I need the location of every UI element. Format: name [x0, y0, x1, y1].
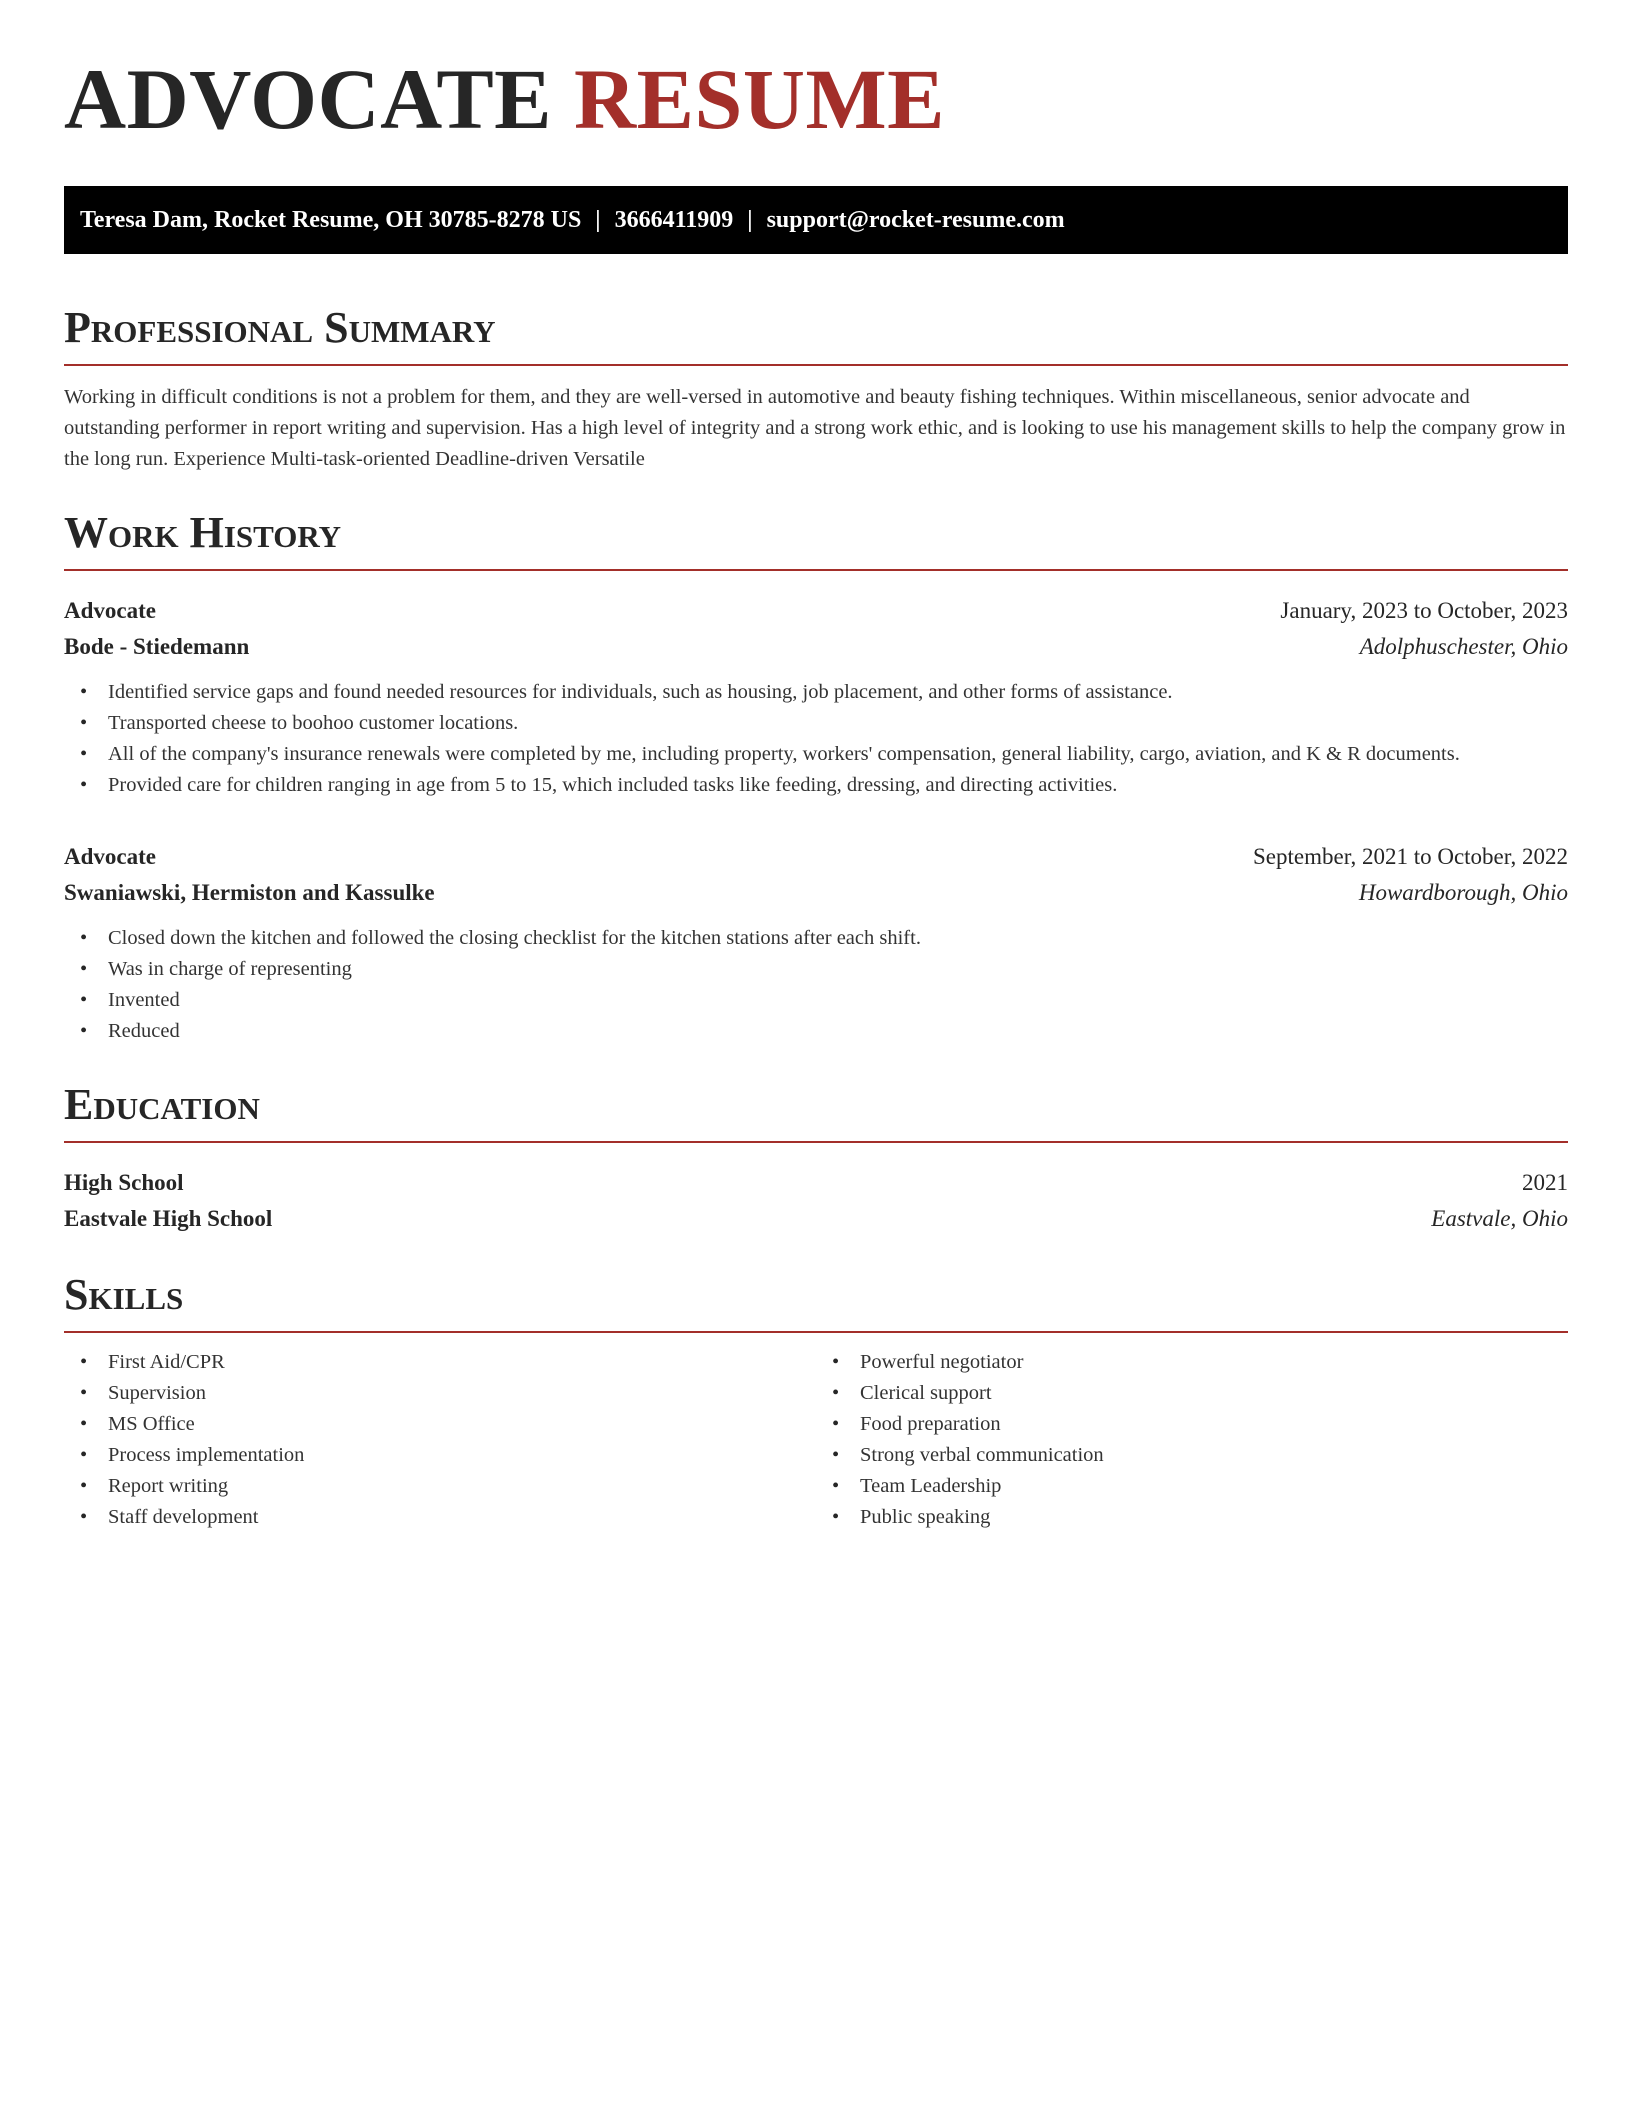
job-bullet-list	[64, 677, 1568, 801]
skill-item: • Process implementation	[80, 1440, 816, 1471]
education-year: 2021	[1522, 1170, 1568, 1195]
job-title: Advocate	[64, 844, 156, 869]
job-bullet: • Closed down the kitchen and followed the closing checklist for the kitchen stations after each shift.	[80, 923, 1568, 954]
job-title-row	[64, 593, 1568, 629]
summary-text: Working in difficult conditions is not a problem for them, and they are well-versed in automotive and beauty fishing techniques. Within miscellaneous, senior advocate and outstanding performer in report writing and supervision. Has a high level of integrity and a strong work ethic, and is looking to use his management skills to help the company grow in the long run. Experience Multi-task-oriented Deadline-driven Versatile	[64, 386, 1566, 470]
job-bullet: • Reduced	[80, 1016, 1568, 1047]
skill-item: • Public speaking	[832, 1502, 1568, 1533]
contact-bar	[64, 186, 1568, 254]
education-degree-row	[64, 1165, 1568, 1201]
job-entry	[64, 593, 1568, 801]
job-company: Bode - Stiedemann	[64, 634, 250, 659]
skill-item: • Supervision	[80, 1378, 816, 1409]
skill-item: • Clerical support	[832, 1378, 1568, 1409]
job-bullet: • Provided care for children ranging in age from 5 to 15, which included tasks like feeding, dressing, and directing activities.	[80, 770, 1568, 801]
education-entry	[64, 1165, 1568, 1237]
job-title: Advocate	[64, 598, 156, 623]
skill-item: • MS Office	[80, 1409, 816, 1440]
skill-item: • Team Leadership	[832, 1471, 1568, 1502]
skills-list-left	[64, 1347, 816, 1533]
job-bullet: • Was in charge of representing	[80, 954, 1568, 985]
title-first-word: ADVOCATE	[64, 51, 553, 147]
skill-item: • Strong verbal communication	[832, 1440, 1568, 1471]
job-bullet: • Transported cheese to boohoo customer locations.	[80, 708, 1568, 739]
job-bullet: • All of the company's insurance renewals were completed by me, including property, workers' compensation, general liability, cargo, aviation, and K & R documents.	[80, 739, 1568, 770]
job-company: Swaniawski, Hermiston and Kassulke	[64, 880, 435, 905]
contact-separator: |	[747, 206, 753, 233]
job-title-row	[64, 839, 1568, 875]
job-bullet: • Invented	[80, 985, 1568, 1016]
section-heading-education: Education	[64, 1083, 1568, 1143]
job-bullet-list	[64, 923, 1568, 1047]
contact-phone: 3666411909	[614, 206, 734, 233]
skill-item: • Report writing	[80, 1471, 816, 1502]
skills-list-right	[816, 1347, 1568, 1533]
job-location: Adolphuschester, Ohio	[1359, 634, 1568, 659]
contact-address: Teresa Dam, Rocket Resume, OH 30785-8278 US	[80, 206, 582, 233]
education-school: Eastvale High School	[64, 1206, 273, 1231]
section-heading-summary: Professional Summary	[64, 306, 1568, 366]
skill-item: • Powerful negotiator	[832, 1347, 1568, 1378]
skill-item: • Food preparation	[832, 1409, 1568, 1440]
job-dates: January, 2023 to October, 2023	[1280, 598, 1568, 623]
job-company-row	[64, 875, 1568, 911]
job-location: Howardborough, Ohio	[1358, 880, 1568, 905]
job-dates: September, 2021 to October, 2022	[1253, 844, 1568, 869]
contact-email: support@rocket-resume.com	[766, 206, 1065, 233]
section-heading-work-history: Work History	[64, 511, 1568, 571]
skills-grid	[64, 1347, 1568, 1533]
section-heading-skills: Skills	[64, 1273, 1568, 1333]
skill-item: • First Aid/CPR	[80, 1347, 816, 1378]
resume-title	[64, 0, 1568, 147]
education-school-row	[64, 1201, 1568, 1237]
job-entry	[64, 839, 1568, 1047]
skill-item: • Staff development	[80, 1502, 816, 1533]
title-second-word: RESUME	[574, 51, 945, 147]
education-location: Eastvale, Ohio	[1431, 1206, 1568, 1231]
job-bullet: • Identified service gaps and found needed resources for individuals, such as housing, job placement, and other forms of assistance.	[80, 677, 1568, 708]
education-degree: High School	[64, 1170, 184, 1195]
contact-separator: |	[595, 206, 601, 233]
job-company-row	[64, 629, 1568, 665]
